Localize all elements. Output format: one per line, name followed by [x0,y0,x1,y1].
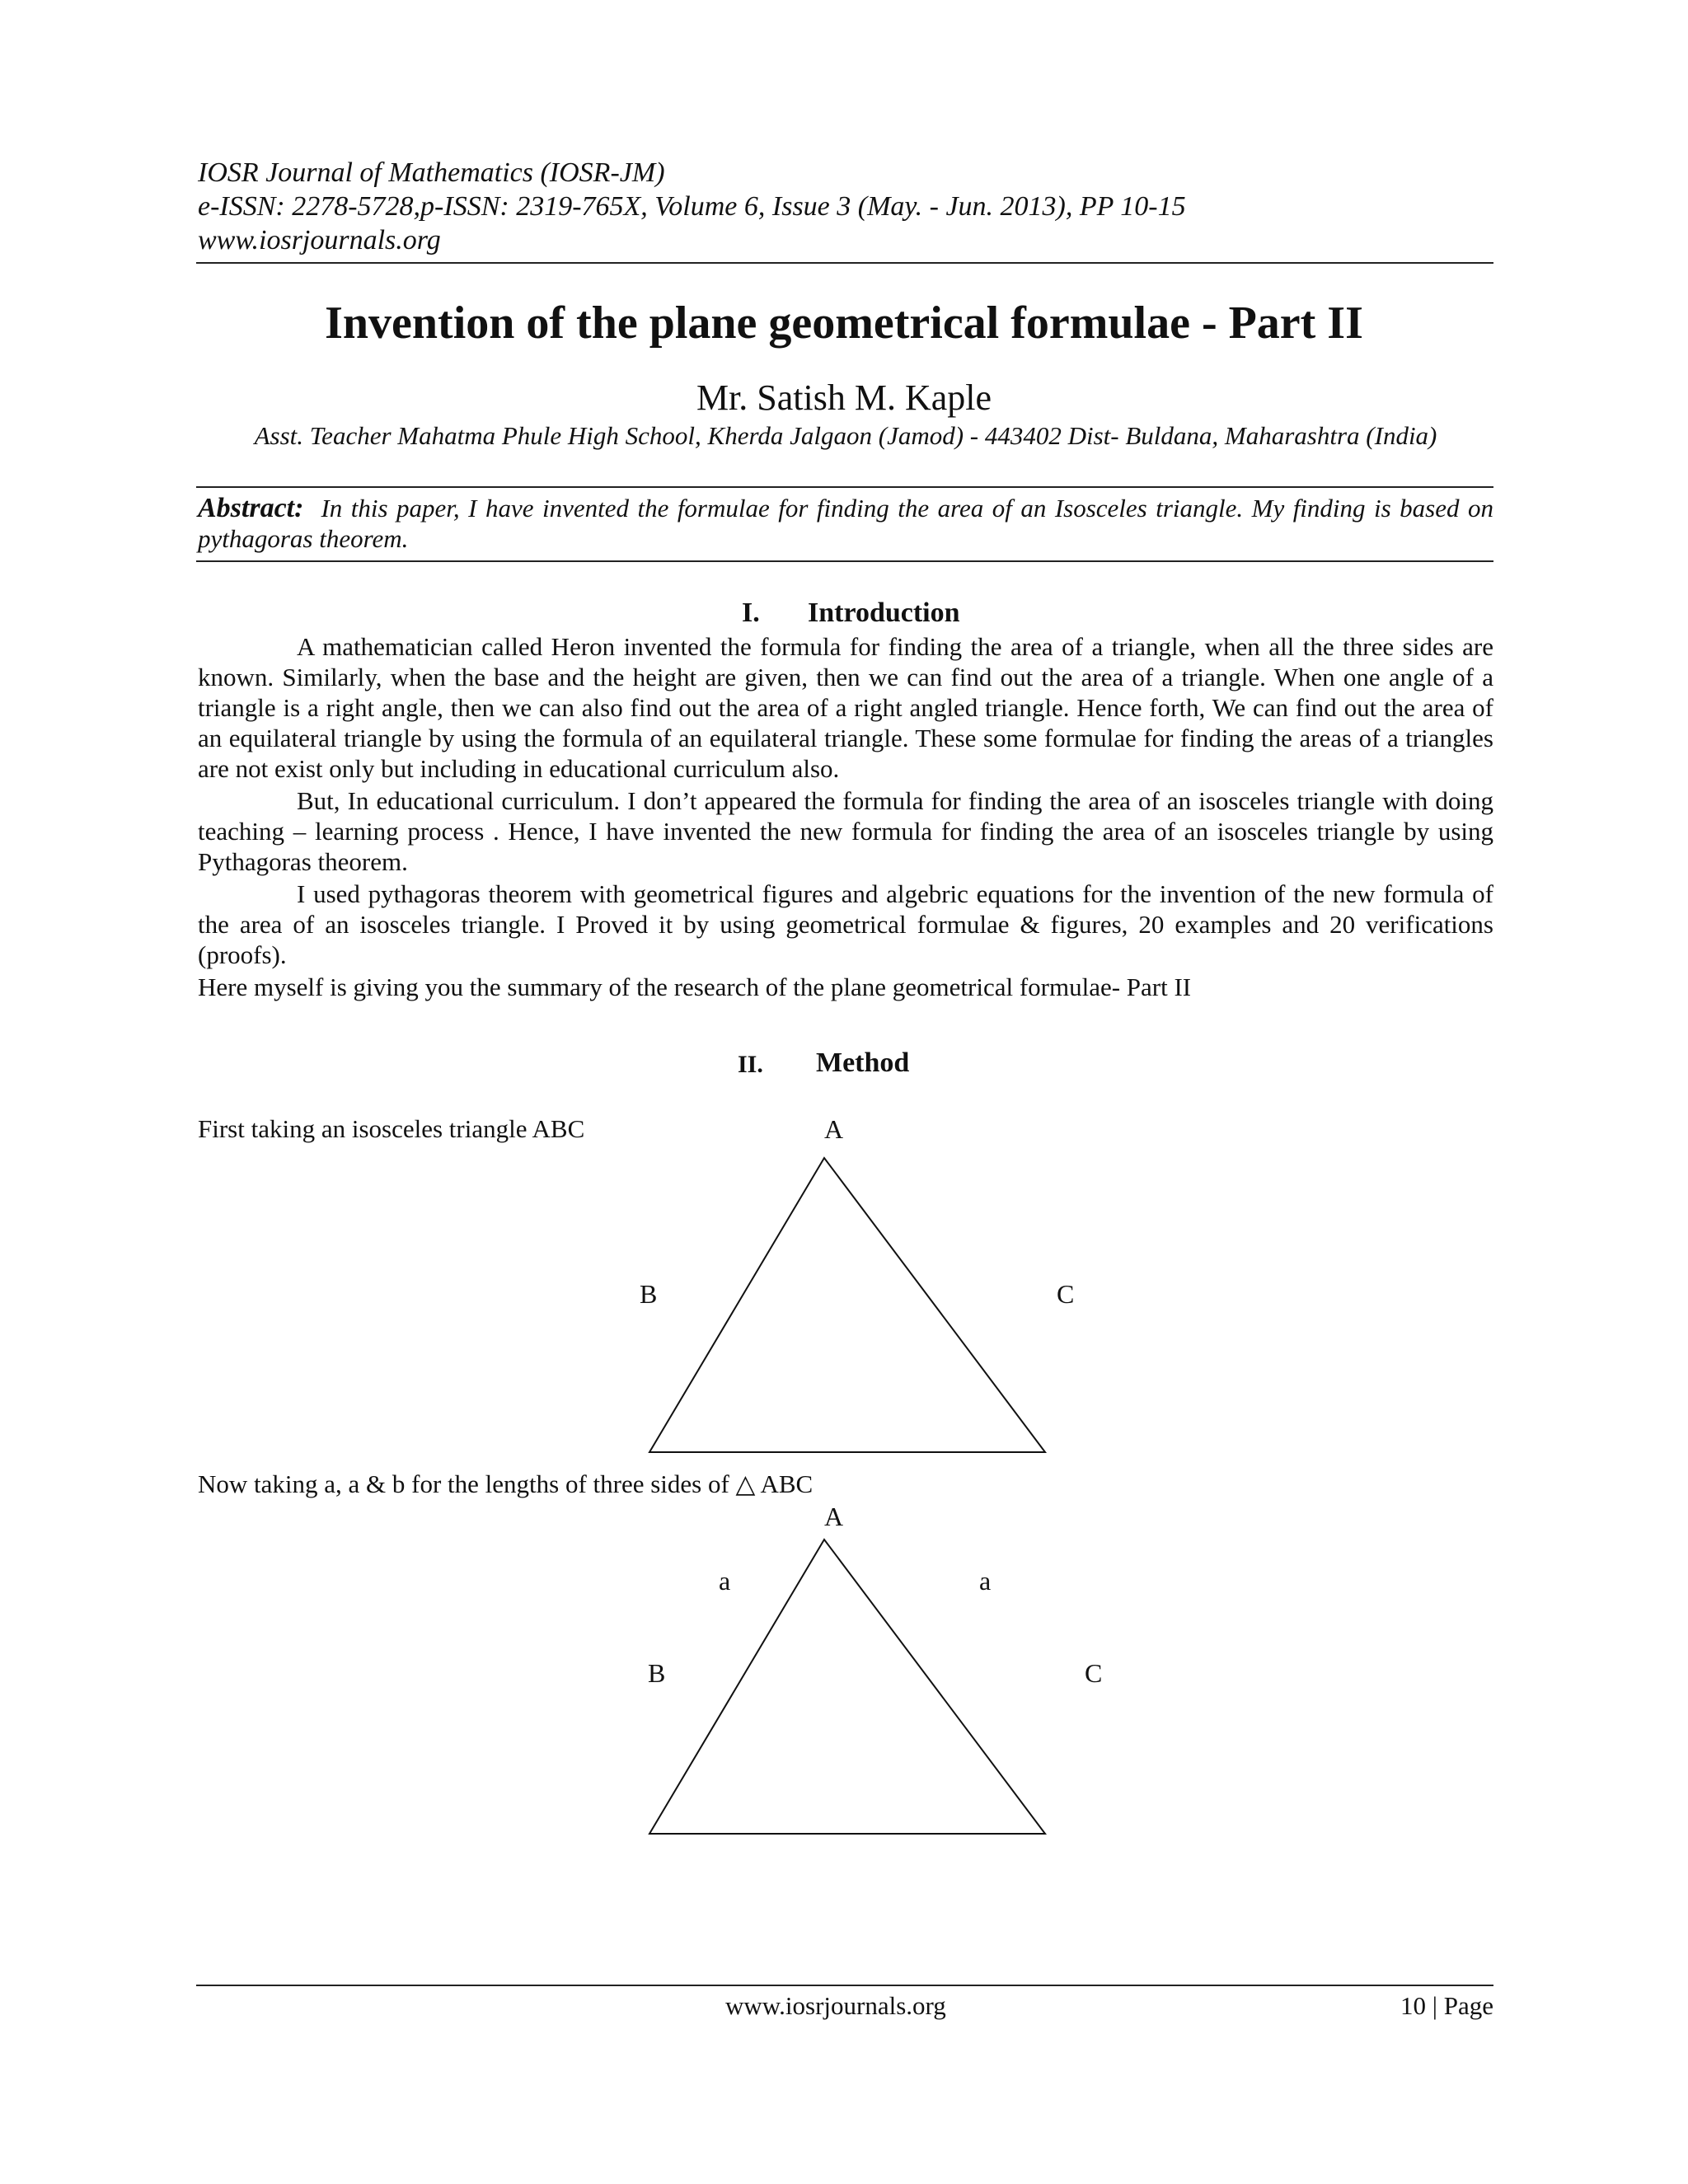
figure-2-side-right: a [979,1566,992,1596]
author-name: Mr. Satish M. Kaple [696,377,992,418]
figure-2-vertex-b: B [648,1658,666,1688]
abstract-label: Abstract: [198,493,304,523]
abstract-text: In this paper, I have invented the formulae for finding the area of an Isosceles triangle. My finding is based on pythagoras theorem. [198,494,1493,553]
footer-rule [196,1985,1493,1986]
intro-summary: Here myself is giving you the summary of the research of the plane geometrical formulae- Part II [198,972,1192,1001]
section-1-heading: Introduction [808,598,960,628]
figure-1-vertex-a: A [824,1114,844,1144]
author-affiliation: Asst. Teacher Mahatma Phule High School, Kherda Jalgaon (Jamod) - 443402 Dist- Buldana, Maharashtra (India) [254,421,1437,450]
issn-line: e-ISSN: 2278-5728,p-ISSN: 2319-765X, Volume 6, Issue 3 (May. - Jun. 2013), PP 10-15 [198,191,1186,222]
intro-paragraph-2: But, In educational curriculum. I don’t appeared the formula for finding the area of an isosceles triangle with doing teaching – learning process . Hence, I have invented the new formula for finding the area of an isosceles triangle by using Pythagoras theorem. [198,786,1493,876]
figure-1-caption: First taking an isosceles triangle ABC [198,1114,585,1143]
journal-website[interactable]: www.iosrjournals.org [198,225,441,255]
footer-website[interactable]: www.iosrjournals.org [725,1991,946,2020]
section-2-number: II. [738,1051,763,1078]
paper-title: Invention of the plane geometrical formulae - Part II [325,298,1363,349]
figure-1-vertex-b: B [640,1279,658,1309]
figure-1-vertex-c: C [1057,1279,1075,1309]
figure-2-caption: Now taking a, a & b for the lengths of three sides of △ ABC [198,1469,814,1498]
intro-paragraph-3: I used pythagoras theorem with geometrical figures and algebric equations for the invention of the new formula of the area of an isosceles triangle. I Proved it by using geometrical formulae & figures, 20 examples and 20 verifications (proofs). [198,879,1493,969]
section-1-number: I. [742,598,760,628]
intro-paragraph-1: A mathematician called Heron invented the formula for finding the area of a triangle, when all the three sides are known. Similarly, when the base and the height are given, then we can find out the area of a triangle. When one angle of a triangle is a right angle, then we can also find out the area of a right angled triangle. Hence forth, We can find out the area of an equilateral triangle by using the formula of an equilateral triangle. These some formulae for finding the areas of a triangles are not exist only but including in educational curriculum also. [198,632,1493,783]
figure-2-side-left: a [719,1566,731,1596]
figure-2-vertex-c: C [1085,1658,1103,1688]
section-2-heading: Method [816,1047,910,1078]
figure-2-vertex-a: A [824,1502,844,1531]
footer-page-number: 10 | Page [1400,1991,1493,2020]
journal-name: IOSR Journal of Mathematics (IOSR-JM) [198,157,665,188]
isosceles-triangle-abc [649,1158,1045,1452]
